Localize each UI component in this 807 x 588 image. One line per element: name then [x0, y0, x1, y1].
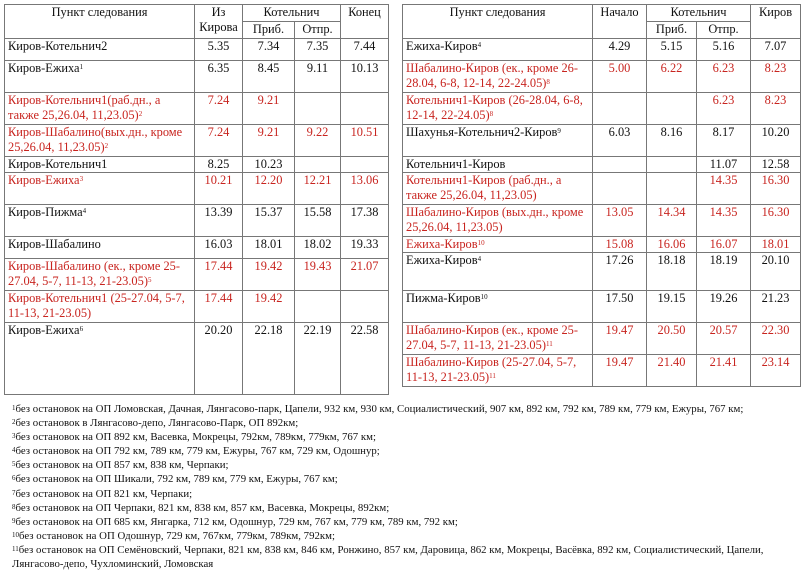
time-arrival: 19.42: [243, 291, 295, 323]
time-end: 23.14: [751, 355, 801, 387]
table-row: [403, 237, 801, 253]
footnote: [12, 458, 802, 472]
time-start: 17.50: [593, 291, 647, 323]
footnote: [12, 472, 802, 486]
table-row: [5, 93, 389, 125]
route-cell: [403, 253, 593, 291]
route-name: Шабалино-Киров (25-27.04, 5-7, 11-13, 21-23.05): [406, 355, 577, 384]
route-name: Киров-Ежиха: [8, 61, 80, 75]
route-name: Киров-Котельнич1(раб.дн., а также 25,26.04, 11,23.05): [8, 93, 161, 122]
time-from: 7.24: [195, 93, 243, 125]
footnote-ref: 4: [82, 207, 87, 215]
footnote-ref: 5: [147, 275, 152, 284]
route-name: Шабалино-Киров (ек., кроме 26-28.04, 6-8, 12-14, 22-24.05): [406, 61, 578, 90]
time-arrival: 6.22: [647, 61, 697, 93]
time-start: 19.47: [593, 323, 647, 355]
time-end: 19.33: [341, 237, 389, 259]
time-arrival: 20.50: [647, 323, 697, 355]
header-arrival: Приб.: [243, 22, 295, 39]
table-row: [403, 205, 801, 237]
route-cell: [403, 157, 593, 173]
time-departure: [295, 291, 341, 323]
time-arrival: 18.01: [243, 237, 295, 259]
time-end: 16.30: [751, 205, 801, 237]
time-departure: 20.57: [697, 323, 751, 355]
route-name: Киров-Котельнич2: [8, 39, 108, 53]
time-departure: 18.19: [697, 253, 751, 291]
footnote-ref: 8: [546, 77, 550, 86]
route-name: Ежиха-Киров: [406, 237, 478, 251]
table-row: [5, 125, 389, 157]
time-arrival: 7.34: [243, 39, 295, 61]
route-cell: [5, 259, 195, 291]
footnote-number: 5: [12, 460, 16, 469]
time-end: 8.23: [751, 61, 801, 93]
route-cell: [5, 93, 195, 125]
footnote-ref: 1: [79, 63, 84, 71]
time-from: 20.20: [195, 323, 243, 395]
table-row: [403, 61, 801, 93]
time-arrival: [647, 157, 697, 173]
route-cell: [403, 323, 593, 355]
table-row: [5, 291, 389, 323]
time-from: 7.24: [195, 125, 243, 157]
footnote: [12, 444, 802, 458]
time-departure: 6.23: [697, 93, 751, 125]
route-cell: [5, 125, 195, 157]
footnote-number: 6: [12, 474, 16, 483]
time-departure: 7.35: [295, 39, 341, 61]
footnote: [12, 501, 802, 515]
time-departure: 5.16: [697, 39, 751, 61]
route-cell: [5, 205, 195, 237]
header-departure: Отпр.: [295, 22, 341, 39]
table-row: [403, 355, 801, 387]
arrivals-table: [402, 4, 801, 387]
footnote-text: без остановок на ОП 892 км, Васевка, Мокрецы, 792км, 789км, 779км, 767 км;: [15, 431, 376, 444]
route-name: Киров-Шабалино(вых.дн., кроме 25,26.04, 11,23.05): [8, 125, 183, 154]
route-name: Котельнич1-Киров (26-28.04, 6-8, 12-14, 22-24.05): [406, 93, 583, 122]
time-end: 10.13: [341, 61, 389, 93]
time-end: 18.01: [751, 237, 801, 253]
time-start: 4.29: [593, 39, 647, 61]
route-cell: [5, 173, 195, 205]
time-end: [341, 157, 389, 173]
footnote-text: без остановок на ОП Ломовская, Дачная, Лянгасово-парк, Цапели, 932 км, 930 км, Социалистический, 907 км, 892 км, 792 км, 789 км, 779 км, Ежуры, 767 км;: [15, 403, 744, 415]
time-end: [341, 291, 389, 323]
footnote: [12, 402, 802, 416]
route-cell: [403, 205, 593, 237]
time-arrival: 5.15: [647, 39, 697, 61]
time-start: 17.26: [593, 253, 647, 291]
time-departure: [295, 157, 341, 173]
footnote: [12, 430, 802, 444]
time-departure: 22.19: [295, 323, 341, 395]
table-row: [403, 173, 801, 205]
header-point: Пункт следования: [5, 5, 195, 39]
time-start: 13.05: [593, 205, 647, 237]
route-name: Ежиха-Киров: [406, 253, 478, 267]
route-name: Шабалино-Киров (ек., кроме 25-27.04, 5-7, 11-13, 21-23.05): [406, 323, 578, 352]
time-arrival: 16.06: [647, 237, 697, 253]
table-row: [5, 323, 389, 395]
footnote-text: без остановок на ОП Шикали, 792 км, 789 км, 779 км, Ежуры, 767 км;: [15, 473, 338, 486]
footnote-number: 9: [12, 516, 16, 525]
footnote-text: без остановок на ОП 792 км, 789 км, 779 км, Ежуры, 767 км, 729 км, Одошнур;: [15, 445, 380, 458]
time-arrival: 9.21: [243, 93, 295, 125]
table-row: [403, 93, 801, 125]
footnote-ref: 6: [79, 325, 84, 333]
route-name: Котельнич1-Киров: [406, 157, 506, 171]
footnote-text: без остановок на ОП 685 км, Янгарка, 712 км, Одошнур, 729 км, 767 км, 779 км, 789 км, 792 км;: [15, 515, 458, 528]
route-cell: [403, 61, 593, 93]
time-from: 8.25: [195, 157, 243, 173]
footnote-text: без остановок на ОП Семёновский, Черпаки, 821 км, 838 км, 846 км, Ронжино, 857 км, Даровица, 862 км, Мокрецы, Васёвка, 892 км, Социалистический, Цапели, Лянгасово-депо, Чухломинский, Ломовская: [12, 543, 764, 571]
time-from: 6.35: [195, 61, 243, 93]
time-end: 7.44: [341, 39, 389, 61]
time-start: 19.47: [593, 355, 647, 387]
time-arrival: 22.18: [243, 323, 295, 395]
route-name: Ежиха-Киров: [406, 39, 478, 53]
route-cell: [403, 93, 593, 125]
footnote-ref: 3: [79, 175, 84, 183]
departures-table: [4, 4, 389, 395]
route-name: Шахунья-Котельнич2-Киров: [406, 125, 558, 139]
table-row: [403, 291, 801, 323]
route-cell: [403, 291, 593, 323]
table-row: [5, 259, 389, 291]
time-arrival: 10.23: [243, 157, 295, 173]
time-end: 13.06: [341, 173, 389, 205]
time-end: 22.30: [751, 323, 801, 355]
footnote-ref: 11: [489, 371, 496, 380]
time-end: 20.10: [751, 253, 801, 291]
route-name: Киров-Ежиха: [8, 173, 80, 187]
time-departure: 9.22: [295, 125, 341, 157]
footnote: [12, 416, 802, 430]
footnotes: [12, 402, 802, 571]
table-row: [5, 205, 389, 237]
table-row: [5, 237, 389, 259]
footnote-text: без остановок на ОП 857 км, 838 км, Черпаки;: [15, 459, 229, 472]
time-from: 17.44: [195, 291, 243, 323]
footnote-number: 7: [12, 488, 16, 497]
time-end: 12.58: [751, 157, 801, 173]
time-departure: 21.41: [697, 355, 751, 387]
route-name: Киров-Котельнич1: [8, 157, 108, 171]
table-row: [5, 173, 389, 205]
route-name: Шабалино-Киров (вых.дн., кроме 25,26.04, 11,23.05): [406, 205, 584, 234]
header-station: Котельнич: [647, 5, 751, 22]
footnote-text: без остановок на ОП Одошнур, 729 км, 767км, 779км, 789км, 792км;: [19, 529, 335, 542]
time-arrival: [647, 93, 697, 125]
route-cell: [5, 291, 195, 323]
time-start: [593, 173, 647, 205]
footnote-text: без остановок на ОП 821 км, Черпаки;: [15, 487, 193, 500]
time-from: 16.03: [195, 237, 243, 259]
route-cell: [403, 237, 593, 253]
footnote-text: без остановок в Лянгасово-депо, Лянгасово-Парк, ОП 892км;: [15, 417, 299, 430]
time-start: [593, 157, 647, 173]
route-name: Пижма-Киров: [406, 291, 481, 305]
footnote-number: 10: [12, 530, 19, 539]
table-row: [5, 157, 389, 173]
route-name: Котельнич1-Киров (раб.дн., а также 25,26.04, 11,23.05): [406, 173, 562, 202]
footnote-number: 4: [12, 446, 16, 455]
time-arrival: 8.45: [243, 61, 295, 93]
time-end: 10.20: [751, 125, 801, 157]
header-end: Киров: [751, 5, 801, 39]
time-end: 10.51: [341, 125, 389, 157]
time-end: 7.07: [751, 39, 801, 61]
time-arrival: [647, 173, 697, 205]
footnote-text: без остановок на ОП Черпаки, 821 км, 838 км, 857 км, Васевка, Мокрецы, 892км;: [15, 501, 390, 514]
time-end: 8.23: [751, 93, 801, 125]
route-name: Киров-Шабалино (ек., кроме 25-27.04, 5-7, 11-13, 21-23.05): [8, 259, 180, 288]
time-departure: 9.11: [295, 61, 341, 93]
footnote-ref: 11: [545, 339, 553, 348]
time-arrival: 18.18: [647, 253, 697, 291]
time-departure: 11.07: [697, 157, 751, 173]
footnote-ref: 10: [477, 239, 485, 247]
header-start: Начало: [593, 5, 647, 39]
route-cell: [5, 157, 195, 173]
footnote-ref: 4: [477, 255, 482, 263]
route-name: Киров-Шабалино: [8, 237, 101, 251]
route-cell: [5, 39, 195, 61]
route-name: Киров-Ежиха: [8, 323, 80, 337]
time-start: 15.08: [593, 237, 647, 253]
time-arrival: 9.21: [243, 125, 295, 157]
route-cell: [403, 355, 593, 387]
time-start: 5.00: [593, 61, 647, 93]
time-from: 13.39: [195, 205, 243, 237]
footnote-ref: 2: [138, 109, 143, 118]
time-departure: 19.26: [697, 291, 751, 323]
header-point: Пункт следования: [403, 5, 593, 39]
time-arrival: 15.37: [243, 205, 295, 237]
footnote-number: 11: [12, 544, 19, 553]
time-arrival: 14.34: [647, 205, 697, 237]
table-row: [403, 323, 801, 355]
route-name: Киров-Пижма: [8, 205, 83, 219]
footnote: [12, 529, 802, 543]
table-row: [5, 61, 389, 93]
time-departure: 15.58: [295, 205, 341, 237]
footnote: [12, 515, 802, 529]
header-end: Конец: [341, 5, 389, 39]
footnote: [12, 543, 802, 571]
header-departure: Отпр.: [697, 22, 751, 39]
time-end: 16.30: [751, 173, 801, 205]
time-start: [593, 93, 647, 125]
time-end: 21.07: [341, 259, 389, 291]
time-departure: 12.21: [295, 173, 341, 205]
footnote-number: 2: [12, 418, 16, 427]
time-arrival: 19.15: [647, 291, 697, 323]
footnote-ref: 2: [104, 141, 109, 150]
route-cell: [403, 125, 593, 157]
footnote-ref: 4: [477, 41, 482, 49]
time-departure: 18.02: [295, 237, 341, 259]
route-cell: [5, 237, 195, 259]
footnote-number: 1: [12, 404, 16, 412]
time-arrival: 12.20: [243, 173, 295, 205]
table-row: [403, 157, 801, 173]
time-departure: 14.35: [697, 173, 751, 205]
header-station: Котельнич: [243, 5, 341, 22]
time-arrival: 19.42: [243, 259, 295, 291]
footnote: [12, 487, 802, 501]
route-cell: [403, 173, 593, 205]
time-departure: 16.07: [697, 237, 751, 253]
time-departure: [295, 93, 341, 125]
time-end: 17.38: [341, 205, 389, 237]
time-departure: 19.43: [295, 259, 341, 291]
time-end: 21.23: [751, 291, 801, 323]
time-end: 22.58: [341, 323, 389, 395]
table-row: [403, 125, 801, 157]
time-end: [341, 93, 389, 125]
footnote-ref: 9: [557, 127, 561, 135]
time-departure: 8.17: [697, 125, 751, 157]
route-cell: [5, 61, 195, 93]
footnote-ref: 10: [480, 293, 488, 301]
footnote-ref: 8: [489, 109, 494, 118]
time-arrival: 21.40: [647, 355, 697, 387]
route-name: Киров-Котельнич1 (25-27.04, 5-7, 11-13, 21-23.05): [8, 291, 185, 320]
table-row: [5, 39, 389, 61]
route-cell: [403, 39, 593, 61]
footnote-number: 3: [12, 432, 16, 441]
table-row: [403, 39, 801, 61]
time-departure: 6.23: [697, 61, 751, 93]
time-from: 17.44: [195, 259, 243, 291]
time-departure: 14.35: [697, 205, 751, 237]
time-from: 10.21: [195, 173, 243, 205]
table-row: [403, 253, 801, 291]
time-start: 6.03: [593, 125, 647, 157]
time-arrival: 8.16: [647, 125, 697, 157]
time-from: 5.35: [195, 39, 243, 61]
route-cell: [5, 323, 195, 395]
header-from: Из Кирова: [195, 5, 243, 39]
footnote-number: 8: [12, 502, 16, 511]
header-arrival: Приб.: [647, 22, 697, 39]
